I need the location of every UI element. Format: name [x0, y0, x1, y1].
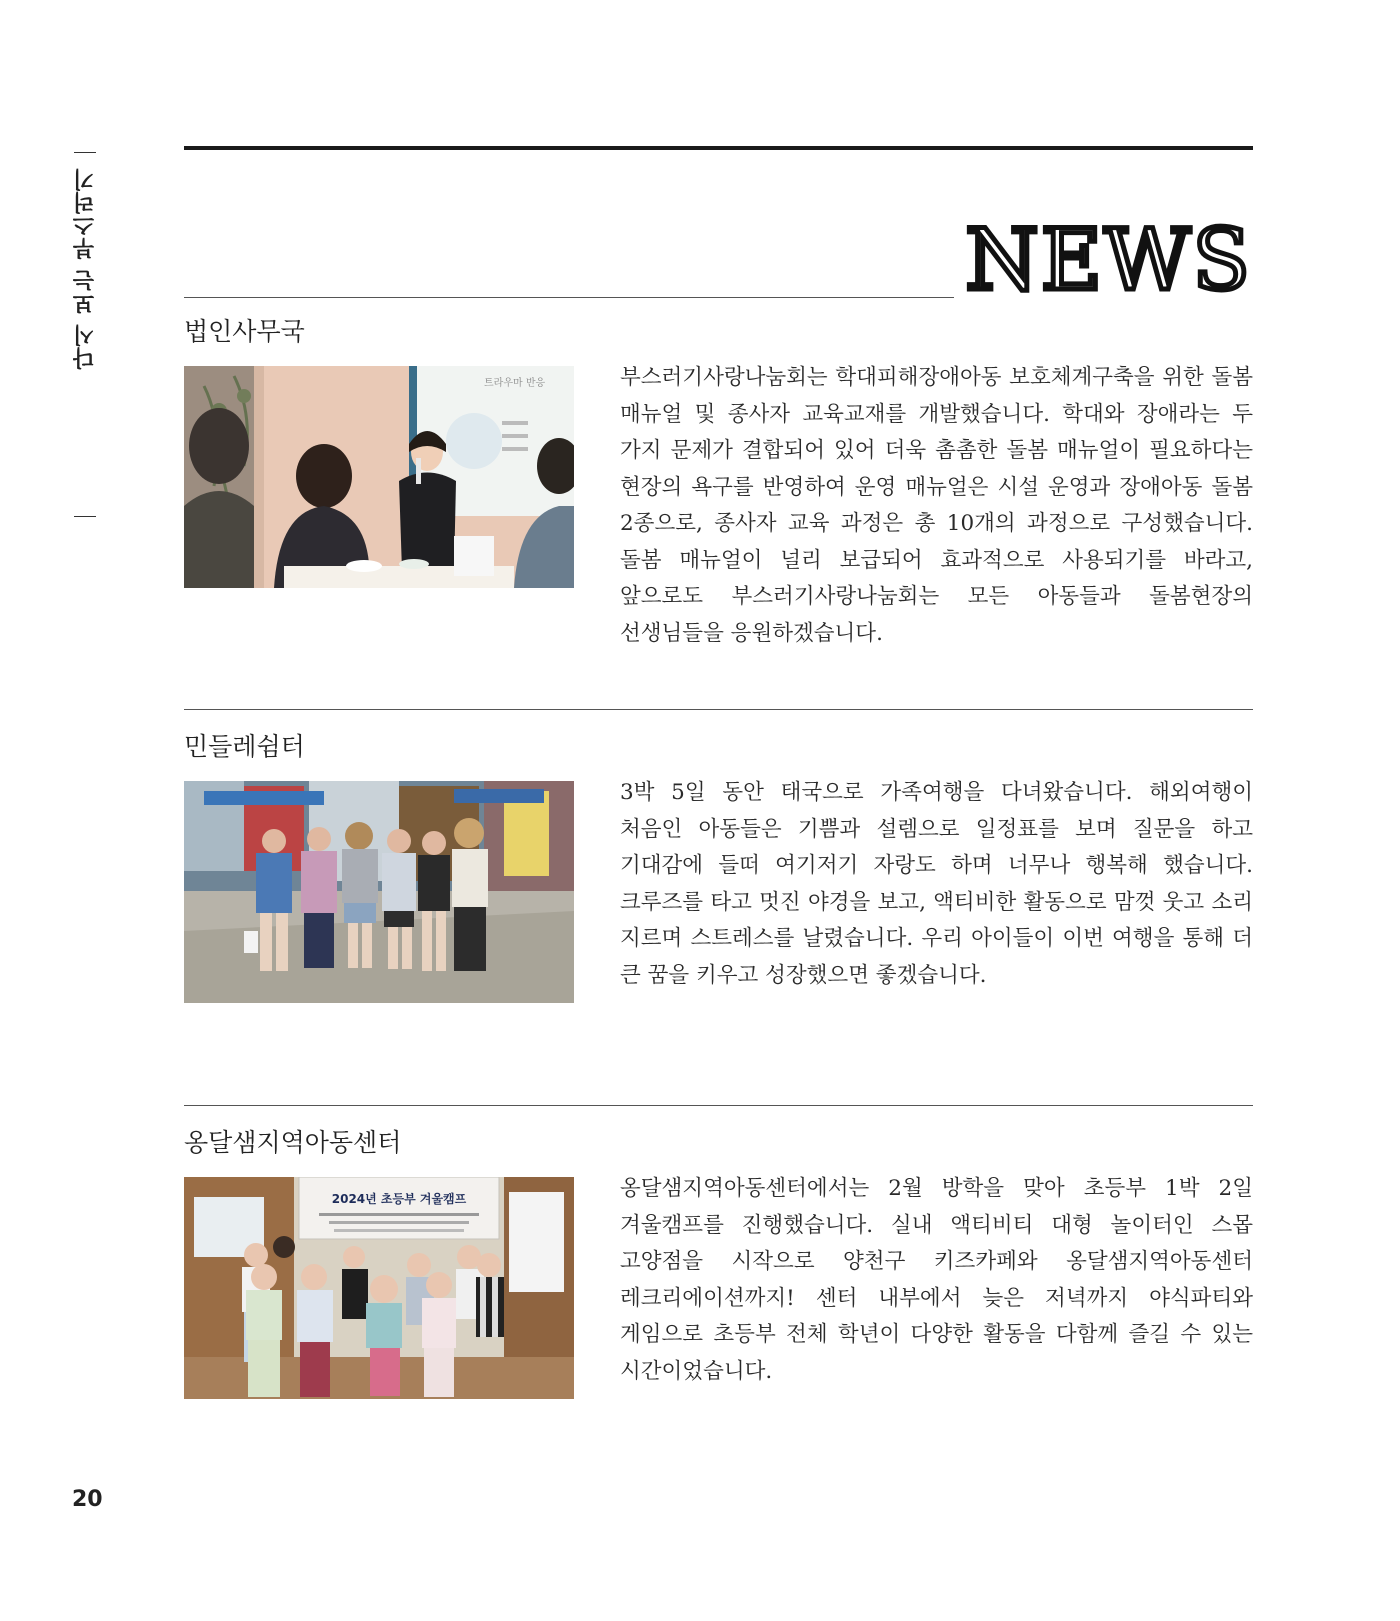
- section-title: 옹달샘지역아동센터: [184, 1128, 402, 1157]
- photo-family-trip: [184, 781, 574, 1003]
- news-title: NEWS: [965, 211, 1252, 309]
- sidebar-tick-top: [74, 152, 96, 153]
- photo-winter-camp: [184, 1177, 574, 1399]
- photo-lecture: [184, 366, 574, 588]
- section-rule: [184, 709, 1253, 710]
- top-rule: [184, 146, 1253, 150]
- sidebar-tick-bottom: [74, 516, 96, 517]
- slide-text: 트라우마 반응: [484, 378, 546, 389]
- banner-text: 2024년 초등부 겨울캠프: [331, 1192, 467, 1206]
- section-title: 민들레쉼터: [184, 732, 305, 761]
- page-number: 20: [72, 1487, 103, 1512]
- section-title: 법인사무국: [184, 317, 305, 346]
- section-rule: [184, 1105, 1253, 1106]
- sidebar-label: 다시 보는 부스러기: [73, 168, 98, 370]
- section-body: 부스러기사랑나눔회는 학대피해장애아동 보호체계구축을 위한 돌봄 매뉴얼 및 종사자 교육교재를 개발했습니다. 학대와 장애라는 두 가지 문제가 결합되어 있어 더욱 촘촘한 돌봄 매뉴얼이 필요하다는 현장의 욕구를 반영하여 운영 매뉴얼은 시설 운영과 장애아동 돌봄 2종으로, 종사자 교육 과정은 총 10개의 과정으로 구성했습니다. 돌봄 매뉴얼이 널리 보급되어 효과적으로 사용되기를 바라고, 앞으로도 부스러기사랑나눔회는 모든 아동들과 돌봄현장의 선생님들을 응원하겠습니다.: [620, 365, 1253, 646]
- section-body: 3박 5일 동안 태국으로 가족여행을 다녀왔습니다. 해외여행이 처음인 아동들은 기쁨과 설렘으로 일정표를 보며 질문을 하고 기대감에 들떠 여기저기 자랑도 하며 너무나 행복해 했습니다. 크루즈를 타고 멋진 야경을 보고, 액티비한 활동으로 맘껏 웃고 소리 지르며 스트레스를 날렸습니다. 우리 아이들이 이번 여행을 통해 더 큰 꿈을 키우고 성장했으면 좋겠습니다.: [620, 780, 1253, 988]
- section-body: 옹달샘지역아동센터에서는 2월 방학을 맞아 초등부 1박 2일 겨울캠프를 진행했습니다. 실내 액티비티 대형 놀이터인 스몹 고양점을 시작으로 양천구 키즈카페와 옹달샘지역아동센터 레크리에이션까지! 센터 내부에서 늦은 저녁까지 야식파티와 게임으로 초등부 전체 학년이 다양한 활동을 다함께 즐길 수 있는 시간이었습니다.: [620, 1176, 1253, 1384]
- header-rule: [184, 297, 954, 298]
